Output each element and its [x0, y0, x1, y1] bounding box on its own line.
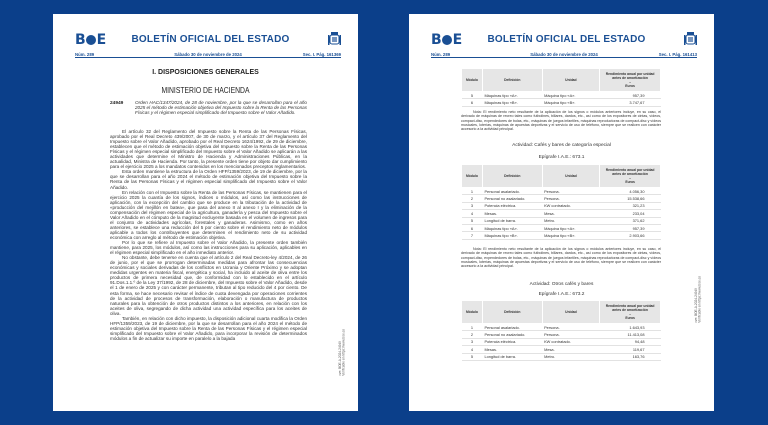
gazette-title: BOLETÍN OFICIAL DEL ESTADO — [487, 34, 646, 45]
cell-modulo: 5 — [462, 353, 483, 360]
gazette-title: BOLETÍN OFICIAL DEL ESTADO — [131, 34, 290, 45]
table-row — [462, 99, 661, 106]
module-table-1 — [461, 68, 661, 107]
col-header-unidad: Unidad — [542, 165, 600, 188]
dash: – — [629, 80, 632, 84]
cve-code: cve: BOE-A-2024-24949 — [338, 341, 342, 376]
boe-logo: B E — [75, 32, 106, 48]
cell-definicion: Máquinas tipo «A». — [482, 224, 542, 231]
cell-unidad: Persona. — [542, 324, 600, 331]
cell-modulo: 1 — [462, 188, 483, 195]
table-row — [462, 324, 661, 331]
cell-unidad: Persona. — [542, 188, 600, 195]
table-row — [462, 188, 661, 195]
cell-definicion: Máquinas tipo «A». — [482, 92, 542, 99]
dash: – — [629, 176, 632, 180]
issue-date: Sábado 30 de noviembre de 2024 — [530, 52, 598, 57]
cell-modulo: 5 — [462, 92, 483, 99]
cell-rendimiento: 1.643,93 — [600, 324, 661, 331]
col-header-definicion: Definición — [482, 165, 542, 188]
cell-rendimiento: 11.413,08 — [600, 331, 661, 338]
epigrafe-label: Epígrafe I.A.E.: 673.1 — [538, 155, 585, 160]
verify-text: Verificable en https://www.boe.es — [341, 329, 346, 376]
cell-modulo: 4 — [462, 210, 483, 217]
paragraph: En relación con el Impuesto sobre la Renta de las Personas Físicas, se mantienen para el ejercicio 2025 la cuantía de los signos, índices o módulos, así como las instrucciones de aplicación, con la excepción del cambio que se produce en la tributación de la actividad de «producción del mejillón en batea», que pasa del anexo II al anexo I y la eliminación de la compensación del régimen especial de la agricultura, ganadería y pesca del Impuesto sobre el Valor Añadido en el cómputo de la magnitud excluyente basada en el volumen de ingresos para el conjunto de actividades agrícolas, forestales y ganaderas. Asimismo, como en años anteriores, se establece una reducción del 5 por ciento sobre el rendimiento neto de módulos aplicable a todos los contribuyentes que determinen el rendimiento neto de su actividad económica con arreglo al método de estimación objetiva. — [110, 189, 307, 240]
cell-definicion: Máquinas tipo «B». — [482, 232, 542, 239]
table-row — [462, 353, 661, 360]
cell-definicion: Potencia eléctrica. — [482, 202, 542, 209]
cve-text — [339, 329, 346, 376]
cell-rendimiento: 233,04 — [600, 210, 661, 217]
col-header-unidad: Unidad — [542, 301, 600, 324]
table-row — [462, 232, 661, 239]
cell-definicion: Personal asalariado. — [482, 188, 542, 195]
cell-modulo: 6 — [462, 224, 483, 231]
cve-text — [695, 276, 702, 323]
section-heading: I. DISPOSICIONES GENERALES — [152, 69, 259, 76]
col-header-definicion: Definición — [482, 301, 542, 324]
euros-label: Euros — [625, 84, 635, 89]
cell-definicion: Potencia eléctrica. — [482, 338, 542, 345]
section-page: Sec. I. Pág. 161369 — [302, 52, 341, 57]
document-page-1 — [53, 14, 358, 411]
ministry-heading: MINISTERIO DE HACIENDA — [161, 86, 250, 95]
table-row — [462, 202, 661, 209]
table-row — [462, 210, 661, 217]
document-page-2 — [409, 14, 714, 411]
cell-modulo: 1 — [462, 324, 483, 331]
euros-label: Euros — [625, 180, 635, 185]
cell-definicion: Longitud de barra. — [482, 353, 542, 360]
cell-unidad: Máquina tipo «B». — [542, 99, 600, 106]
cell-rendimiento: 119,67 — [600, 346, 661, 353]
col-header-rendimiento — [600, 69, 661, 92]
paragraph: El artículo 32 del Reglamento del Impuesto sobre la Renta de las Personas Físicas, aprobado por el Real Decreto 439/2007, de 30 de marzo, y el artículo 37 del Reglamento del Impuesto sobre el Valor Añadido, aprobado por el Real Decreto 1624/1992, de 29 de diciembre, establecen que el método de estimación objetiva del Impuesto sobre la Renta de las Personas Físicas y el régimen especial simplificado del Impuesto sobre el Valor Añadido se aplicarán a las actividades que determine el Ministro de Hacienda y Administraciones Públicas, en la actualidad, Ministra de Hacienda. Por tanto, la presente orden tiene por objeto dar cumplimiento para el ejercicio 2025 a los mandatos contenidos en los mencionados preceptos reglamentarios. — [110, 129, 307, 170]
boe-logo: B E — [431, 32, 462, 48]
col-header-modulo: Módulo — [462, 69, 483, 92]
col-header-definicion: Definición — [482, 69, 542, 92]
table-note: Nota: El rendimiento neto resultante de la aplicación de los signos o módulos anteriores incluye, en su caso, el derivado de máquinas de recreo tales como futbolines, billares, dardos, etc., así como de los expositores de cintas, vídeos, compact-disc, expendedores de bolas, etc., máquinas de juegos infantiles, máquinas reproductoras de compact-disc y vídeos musicales, loterías, máquinas de apuestas deportivas y el servicio de uso de teléfono, siempre que se realicen con carácter accesorio a la actividad principal. — [461, 247, 661, 269]
col-header-rendimiento — [600, 165, 661, 188]
table-row — [462, 346, 661, 353]
table-row — [462, 217, 661, 224]
cell-definicion: Personal no asalariado. — [482, 331, 542, 338]
table-row — [462, 92, 661, 99]
cell-definicion: Mesas. — [482, 210, 542, 217]
paragraph: No obstante, debe tenerse en cuenta que el artículo 2 del Real Decreto-ley 4/2024, de 26 de junio, por el que se prorrogan determinadas medidas para afrontar las consecuencias económicas y sociales derivadas de los conflictos en Ucrania y Oriente Próximo y se adoptan medidas urgentes en materia fiscal, energética y social, ha incluido al aceite de oliva entre los productos de primera necesidad que, de conformidad con lo establecido en el artículo 91.Dos.1.1.º de la Ley 37/1992, de 28 de diciembre, del Impuesto sobre el Valor Añadido, desde el 1 de enero de 2025 y con carácter permanente, tributan al tipo reducido del 4 por ciento. De esta forma, se hace necesario revisar el índice de cuota devengada por operaciones corrientes de la actividad de procesos de transformación, elaboración o manufactura de productos naturales para la obtención de otros productos distintos a los anteriores, en relación con los aceites de oliva, segregando de dicha actividad una actividad específica para los aceites de oliva. — [110, 255, 307, 316]
cell-rendimiento: 3.747,67 — [600, 99, 661, 106]
cell-rendimiento: 957,39 — [600, 224, 661, 231]
cell-definicion: Longitud de barra. — [482, 217, 542, 224]
page-header-row — [431, 52, 697, 58]
cell-unidad: Metro. — [542, 217, 600, 224]
col-header-rendimiento — [600, 301, 661, 324]
table-note: Nota: El rendimiento neto resultante de la aplicación de los signos o módulos anteriores incluye, en su caso, el derivado de máquinas de recreo tales como futbolines, billares, dardos, etc., así como de los expositores de cintas, vídeos, compact-disc, expendedores de bolas, etc., máquinas de juegos infantiles, máquinas reproductoras de compact-disc y vídeos musicales, loterías, máquinas de apuestas deportivas y el servicio de uso de teléfono, siempre que se realicen con carácter accesorio a la actividad principal. — [461, 110, 661, 132]
document-body — [110, 129, 307, 341]
cell-modulo: 3 — [462, 338, 483, 345]
cell-rendimiento: 94,48 — [600, 338, 661, 345]
cell-modulo: 3 — [462, 202, 483, 209]
cell-modulo: 6 — [462, 99, 483, 106]
cell-definicion: Personal asalariado. — [482, 324, 542, 331]
table-row — [462, 195, 661, 202]
table-row — [462, 338, 661, 345]
cell-rendimiento: 321,23 — [600, 202, 661, 209]
rendimiento-label: Rendimiento anual por unidad antes de amortización — [605, 71, 655, 80]
paragraph: Esta orden mantiene la estructura de la Orden HFP/1359/2023, de 19 de diciembre, por la que se desarrollan para el año 2024 el método de estimación objetiva del Impuesto sobre la Renta de las Personas Físicas y el régimen especial simplificado del Impuesto sobre el Valor Añadido. — [110, 169, 307, 190]
cell-unidad: Máquina tipo «B». — [542, 232, 600, 239]
coat-of-arms-icon — [684, 31, 697, 47]
col-header-unidad: Unidad — [542, 69, 600, 92]
cell-rendimiento: 2.903,66 — [600, 232, 661, 239]
cell-unidad: Metro. — [542, 353, 600, 360]
cell-definicion: Máquinas tipo «B». — [482, 99, 542, 106]
cell-unidad: KW contratado. — [542, 202, 600, 209]
col-header-modulo: Módulo — [462, 301, 483, 324]
cell-unidad: Mesa. — [542, 346, 600, 353]
section-page: Sec. I. Pág. 161413 — [658, 52, 697, 57]
issue-number: Núm. 289 — [75, 52, 95, 57]
paragraph: También, en relación con dicho impuesto, la disposición adicional cuarta modifica la Orden HFP/1359/2023, de 19 de diciembre, por la que se desarrollan para el año 2024 el método de estimación objetiva del Impuesto sobre la Renta de las Personas Físicas y el régimen especial simplificado del Impuesto sobre el Valor Añadido, para incorporar la revisión de determinados módulos a fin de actualizar su importe en paralelo a la bajada — [110, 315, 307, 341]
cell-rendimiento: 957,39 — [600, 92, 661, 99]
col-header-modulo: Módulo — [462, 165, 483, 188]
cell-modulo: 2 — [462, 331, 483, 338]
issue-number: Núm. 289 — [431, 52, 451, 57]
rendimiento-label: Rendimiento anual por unidad antes de amortización — [605, 303, 655, 312]
cell-unidad: Persona. — [542, 195, 600, 202]
cell-definicion: Mesas. — [482, 346, 542, 353]
activity-title: Actividad: Cafés y bares de categoría especial — [512, 143, 611, 148]
coat-of-arms-icon — [328, 31, 341, 47]
epigrafe-label: Epígrafe I.A.E.: 673.2 — [538, 292, 585, 297]
cell-unidad: Máquina tipo «A». — [542, 92, 600, 99]
cell-unidad: Mesa. — [542, 210, 600, 217]
euros-label: Euros — [625, 316, 635, 321]
table-row — [462, 331, 661, 338]
cve-code: cve: BOE-A-2024-24949 — [694, 288, 698, 323]
module-table-3 — [461, 300, 661, 361]
module-table-2 — [461, 164, 661, 240]
cell-unidad: Persona. — [542, 331, 600, 338]
page-header-row — [75, 52, 341, 58]
disposition-number: 24949 — [110, 101, 124, 106]
cell-rendimiento: 371,62 — [600, 217, 661, 224]
paragraph: Por lo que se refiere al Impuesto sobre el Valor Añadido, la presente orden también mantiene, para 2025, los módulos, así como las instrucciones para su aplicación, aplicables en el régimen especial simplificado en el año inmediato anterior. — [110, 240, 307, 256]
issue-date: Sábado 30 de noviembre de 2024 — [174, 52, 242, 57]
cell-rendimiento: 15.538,66 — [600, 195, 661, 202]
cell-definicion: Personal no asalariado. — [482, 195, 542, 202]
cell-modulo: 2 — [462, 195, 483, 202]
disposition-summary: Orden HAC/1347/2024, de 28 de noviembre, por la que se desarrollan para el año 2025 el método de estimación objetiva del Impuesto sobre la Renta de las Personas Físicas y el régimen especial simplificado del Impuesto sobre el Valor Añadido. — [135, 100, 307, 116]
verify-text: Verificable en https://www.boe.es — [697, 276, 702, 323]
rendimiento-label: Rendimiento anual por unidad antes de amortización — [605, 167, 655, 176]
dash: – — [629, 312, 632, 316]
cell-rendimiento: 163,76 — [600, 353, 661, 360]
cell-unidad: KW contratado. — [542, 338, 600, 345]
activity-title: Actividad: Otros cafés y bares — [529, 282, 594, 287]
cell-unidad: Máquina tipo «A». — [542, 224, 600, 231]
table-row — [462, 224, 661, 231]
cell-modulo: 4 — [462, 346, 483, 353]
cell-modulo: 7 — [462, 232, 483, 239]
cell-rendimiento: 4.056,30 — [600, 188, 661, 195]
cell-modulo: 5 — [462, 217, 483, 224]
